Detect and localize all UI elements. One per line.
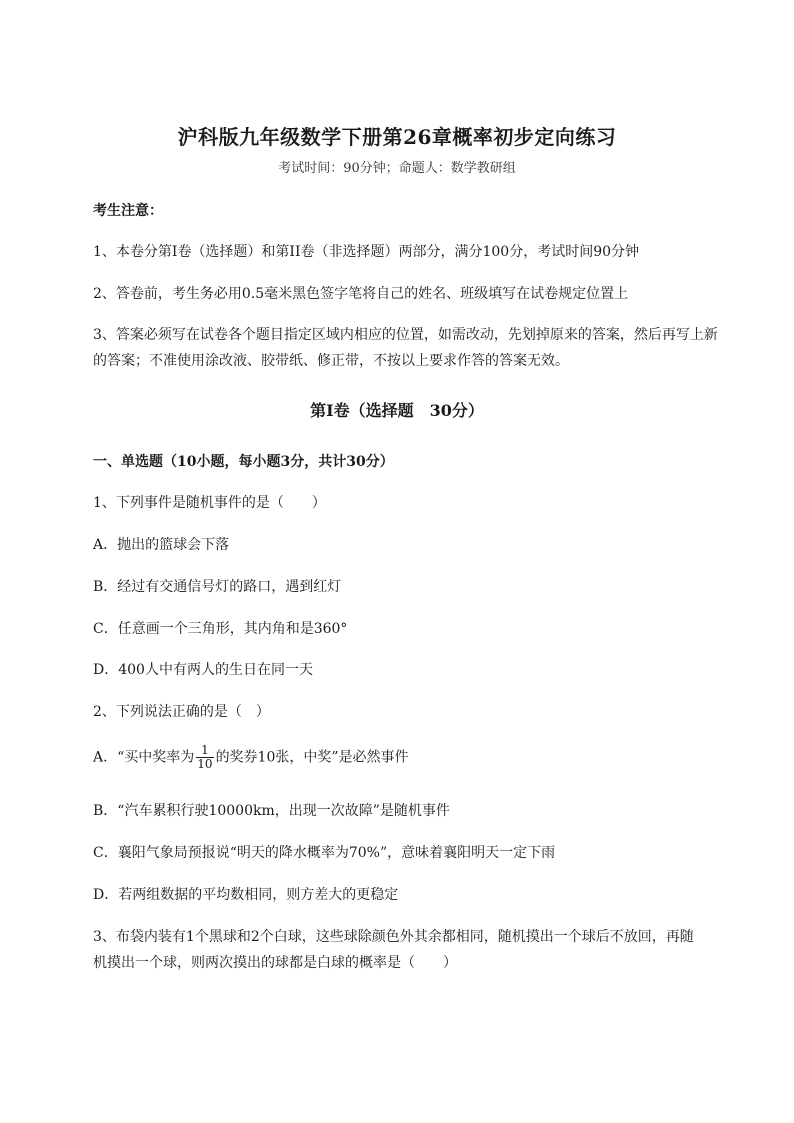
question-2-option-c: C．襄阳气象局预报说“明天的降水概率为70%”，意味着襄阳明天一定下雨 xyxy=(93,845,556,861)
question-2-option-a-prefix: A．“买中奖率为 xyxy=(93,749,195,766)
page-title: 沪科版九年级数学下册第26章概率初步定向练习 xyxy=(177,125,617,149)
exam-info: 考试时间：90分钟；命题人：数学教研组 xyxy=(278,161,516,176)
question-1-stem: 1、下列事件是随机事件的是（ ） xyxy=(93,495,326,511)
question-2-option-d: D．若两组数据的平均数相同，则方差大的更稳定 xyxy=(93,887,399,903)
question-2-option-b: B．“汽车累积行驶10000km，出现一次故障”是随机事件 xyxy=(93,803,450,819)
notice-item-2: 2、答卷前，考生务必用0.5毫米黑色签字笔将自己的姓名、班级填写在试卷规定位置上 xyxy=(93,286,629,302)
fraction-numerator: 1 xyxy=(196,744,213,758)
question-3-stem-line2: 机摸出一个球，则两次摸出的球都是白球的概率是（ ） xyxy=(93,955,457,971)
fraction-denominator: 10 xyxy=(197,757,213,771)
question-1-option-b: B．经过有交通信号灯的路口，遇到红灯 xyxy=(93,579,342,595)
question-1-option-d: D．400人中有两人的生日在同一天 xyxy=(93,662,313,678)
question-1-option-a: A．抛出的篮球会下落 xyxy=(93,537,230,553)
notice-item-3: 3、答案必须写在试卷各个题目指定区域内相应的位置，如需改动，先划掉原来的答案，然后再写上新 xyxy=(93,327,718,343)
question-3-stem-line1: 3、布袋内装有1个黑球和2个白球，这些球除颜色外其余都相同，随机摸出一个球后不放回，再随 xyxy=(93,929,694,945)
question-2-option-a-suffix: 的奖券10张，中奖”是必然事件 xyxy=(215,749,409,766)
notice-heading: 考生注意： xyxy=(93,203,163,219)
question-1-option-c: C．任意画一个三角形，其内角和是360° xyxy=(93,621,348,637)
question-2-option-a xyxy=(93,744,713,771)
question-2-stem: 2、下列说法正确的是（ ） xyxy=(93,704,270,720)
fraction xyxy=(196,744,213,771)
notice-item-1: 1、本卷分第I卷（选择题）和第II卷（非选择题）两部分，满分100分，考试时间90分钟 xyxy=(93,244,640,260)
part-heading: 一、单选题（10小题，每小题3分，共计30分） xyxy=(93,454,394,470)
notice-item-3-cont: 的答案；不准使用涂改液、胶带纸、修正带，不按以上要求作答的答案无效。 xyxy=(93,353,569,369)
section-title: 第I卷（选择题 30分） xyxy=(310,401,484,420)
